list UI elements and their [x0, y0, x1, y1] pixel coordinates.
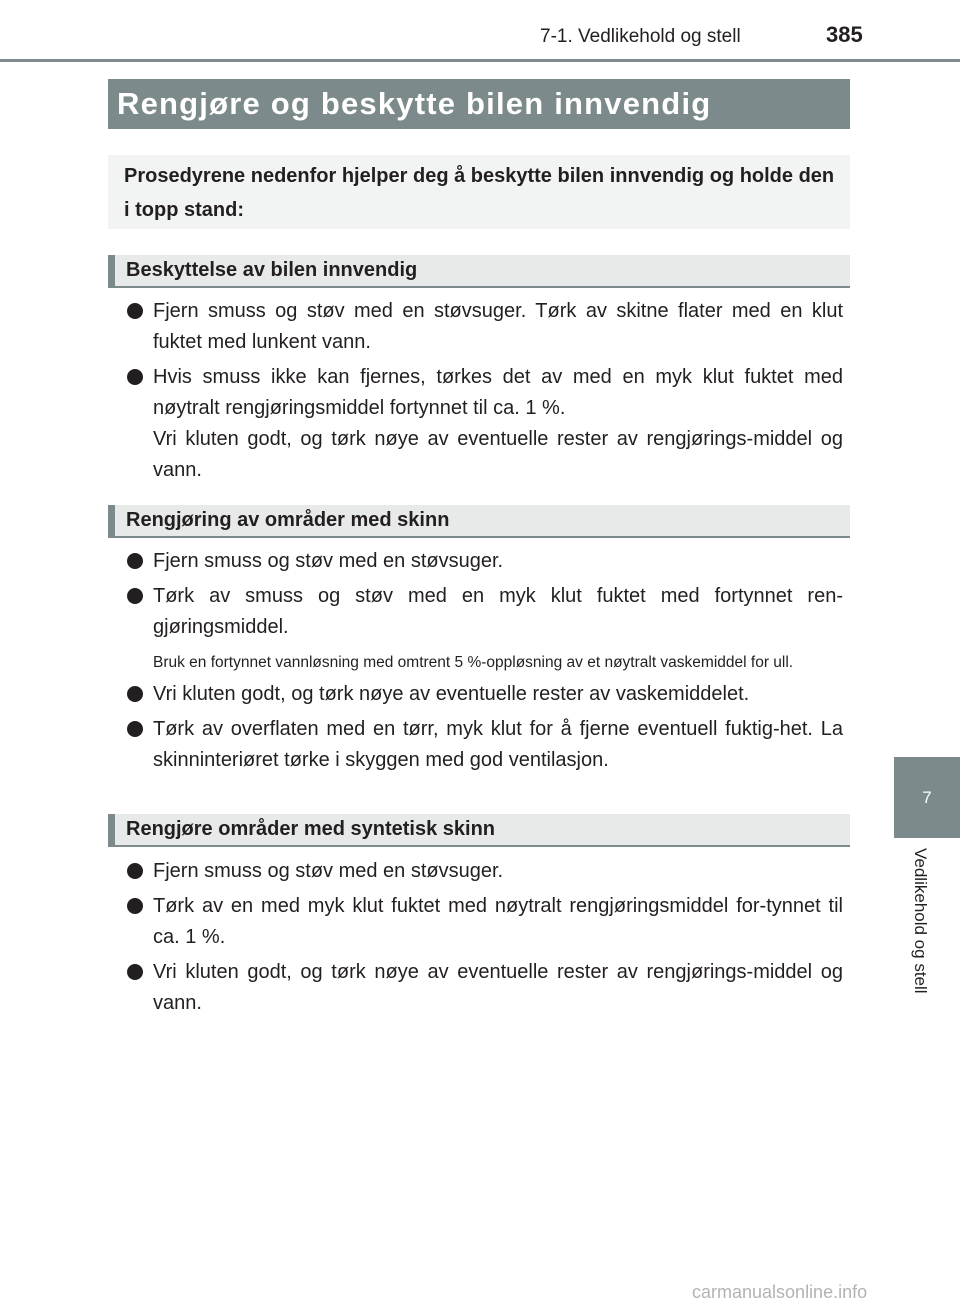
- list-item-text: Tørk av en med myk klut fuktet med nøytralt rengjøringsmiddel for-tynnet til ca. 1 %.: [153, 895, 843, 948]
- chapter-number: 7: [922, 788, 932, 807]
- list-item: [127, 546, 843, 577]
- bullet-icon: [127, 303, 143, 319]
- section-list-interior-protection: [127, 296, 843, 486]
- section-heading-label: Beskyttelse av bilen innvendig: [126, 259, 418, 281]
- list-item-text: Tørk av smuss og støv med en myk klut fuktet med fortynnet ren-gjøringsmiddel.: [153, 585, 843, 638]
- list-item-text: Vri kluten godt, og tørk nøye av eventuelle rester av vaskemiddelet.: [153, 683, 750, 705]
- bullet-icon: [127, 686, 143, 702]
- section-heading-label: Rengjøre områder med syntetisk skinn: [126, 818, 496, 840]
- list-item: [127, 679, 843, 710]
- intro-box: [108, 155, 850, 229]
- list-item-text: Hvis smuss ikke kan fjernes, tørkes det av med en myk klut fuktet med nøytralt rengjøringsmiddel fortynnet til ca. 1 %.: [153, 366, 843, 419]
- bullet-icon: [127, 721, 143, 737]
- running-header: 7-1. Vedlikehold og stell: [540, 26, 741, 47]
- list-item-text: Fjern smuss og støv med en støvsuger.: [153, 550, 504, 572]
- list-item: [127, 362, 843, 424]
- list-item: [127, 957, 843, 1019]
- list-item: [127, 891, 843, 953]
- section-heading-interior-protection: [108, 255, 850, 288]
- note-text: Bruk en fortynnet vannløsning med omtrent 5 %-oppløsning av et nøytralt vaskemiddel for ull.: [153, 654, 794, 671]
- bullet-icon: [127, 898, 143, 914]
- list-item: [127, 581, 843, 643]
- bullet-icon: [127, 964, 143, 980]
- page-number: 385: [826, 22, 863, 47]
- list-item: [127, 856, 843, 887]
- header-divider: [0, 59, 960, 62]
- section-list-synthetic-leather: [127, 856, 843, 1019]
- list-item-text: Tørk av overflaten med en tørr, myk klut for å fjerne eventuell fuktig-het. La skinninteriøret tørke i skyggen med god ventilasjon.: [153, 718, 843, 771]
- bullet-icon: [127, 863, 143, 879]
- section-heading-leather: [108, 505, 850, 538]
- chapter-tab: [894, 757, 960, 838]
- list-item-text: Vri kluten godt, og tørk nøye av eventuelle rester av rengjørings-middel og vann.: [153, 961, 843, 1014]
- followup-paragraph: Vri kluten godt, og tørk nøye av eventuelle rester av rengjørings-middel og vann.: [153, 428, 843, 481]
- bullet-icon: [127, 588, 143, 604]
- bullet-icon: [127, 369, 143, 385]
- chapter-label: Vedlikehold og stell: [911, 848, 930, 994]
- page-title: Rengjøre og beskytte bilen innvendig: [108, 79, 850, 129]
- watermark: carmanualsonline.info: [692, 1282, 868, 1302]
- section-list-leather: [127, 546, 843, 776]
- bullet-icon: [127, 553, 143, 569]
- intro-text: Prosedyrene nedenfor hjelper deg å beskytte bilen innvendig og holde den i topp stand:: [124, 165, 835, 221]
- list-item-text: Fjern smuss og støv med en støvsuger. Tørk av skitne flater med en klut fuktet med lunkent vann.: [153, 300, 843, 353]
- list-item: [127, 296, 843, 358]
- section-heading-label: Rengjøring av områder med skinn: [126, 509, 450, 531]
- section-heading-synthetic-leather: [108, 814, 850, 847]
- list-item-text: Fjern smuss og støv med en støvsuger.: [153, 860, 504, 882]
- list-item: [127, 714, 843, 776]
